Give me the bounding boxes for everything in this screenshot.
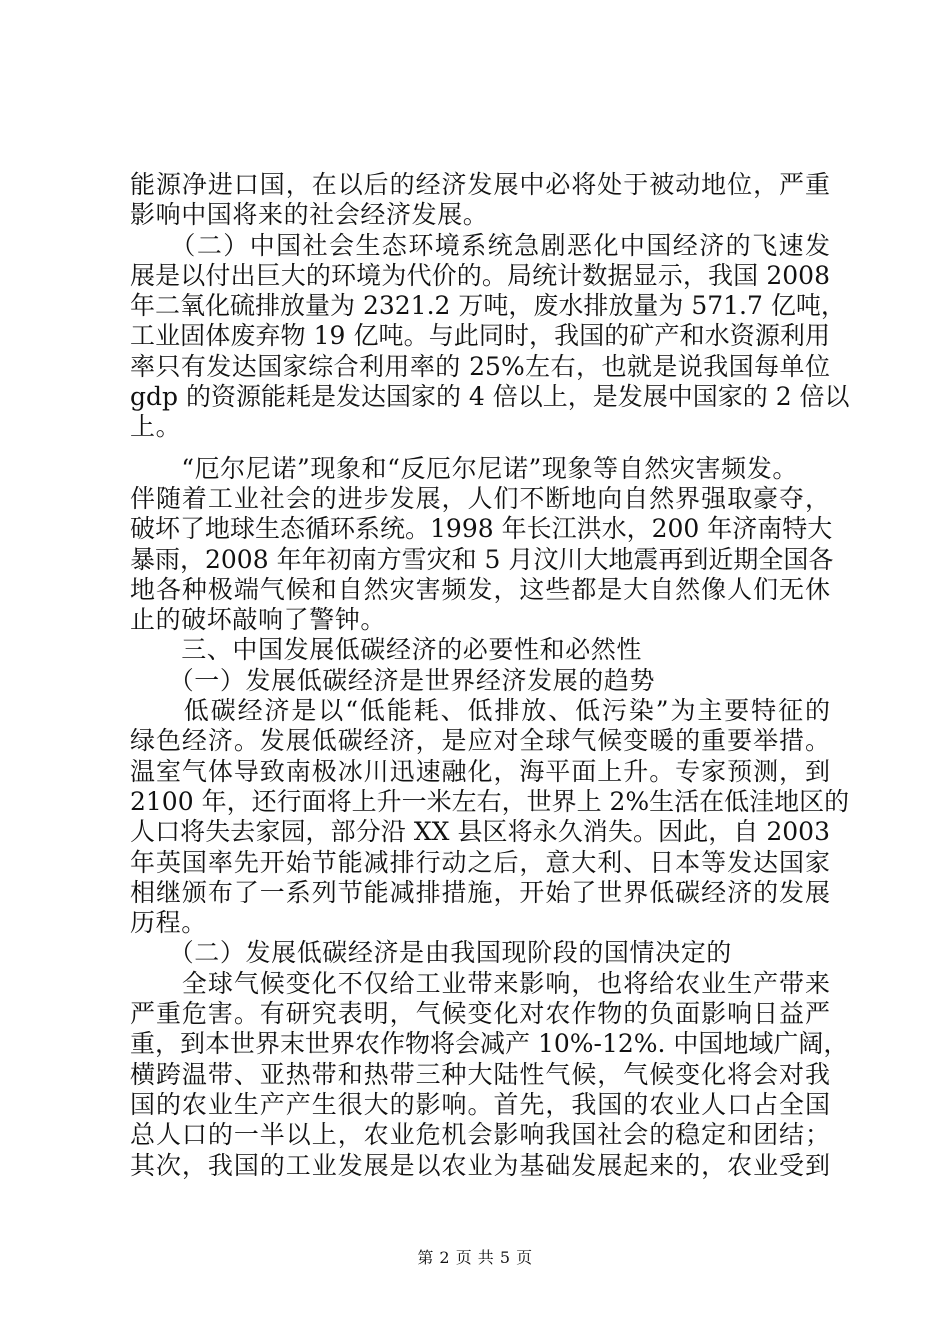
text-line: 年二氧化硫排放量为 2321.2 万吨，废水排放量为 571.7 亿吨，: [130, 291, 846, 321]
text-line: 国的农业生产产生很大的影响。首先，我国的农业人口占全国: [130, 1089, 830, 1119]
text-line: 低碳经济是以“低能耗、低排放、低污染”为主要特征的: [130, 696, 830, 726]
text-line: 上。: [130, 412, 182, 442]
text-line: 人口将失去家园，部分沿 XX 县区将永久消失。因此，自 2003: [130, 817, 830, 847]
subsection-heading: （二）发展低碳经济是由我国现阶段的国情决定的: [130, 938, 732, 968]
text-line: 绿色经济。发展低碳经济，是应对全球气候变暖的重要举措。: [130, 726, 830, 756]
subsection-heading: （一）发展低碳经济是世界经济发展的趋势: [130, 665, 656, 695]
text-line: 年英国率先开始节能减排行动之后，意大利、日本等发达国家: [130, 847, 830, 877]
text-line: 2100 年，还行面将上升一米左右，世界上 2%生活在低洼地区的: [130, 786, 850, 816]
text-line: 相继颁布了一系列节能减排措施，开始了世界低碳经济的发展: [130, 877, 830, 907]
text-line: “厄尔尼诺”现象和“反厄尔尼诺”现象等自然灾害频发。: [130, 453, 798, 483]
text-line: 暴雨，2008 年年初南方雪灾和 5 月汶川大地震再到近期全国各: [130, 544, 834, 574]
text-line: 工业固体废弃物 19 亿吨。与此同时，我国的矿产和水资源利用: [130, 321, 830, 351]
section-heading: 三、中国发展低碳经济的必要性和必然性: [130, 635, 643, 665]
text-line: gdp 的资源能耗是发达国家的 4 倍以上，是发展中国家的 2 倍以: [130, 382, 850, 412]
text-line: 温室气体导致南极冰川迅速融化，海平面上升。专家预测，到: [130, 756, 830, 786]
paragraph-gap: [130, 443, 830, 454]
text-line: （二）中国社会生态环境系统急剧恶化中国经济的飞速发: [130, 230, 830, 260]
body-text: [130, 170, 850, 1181]
text-line: 展是以付出巨大的环境为代价的。局统计数据显示，我国 2008: [130, 260, 830, 290]
text-line: 止的破坏敲响了警钟。: [130, 605, 387, 635]
text-line: 伴随着工业社会的进步发展，人们不断地向自然界强取豪夺，: [130, 483, 830, 513]
text-line: 率只有发达国家综合利用率的 25%左右，也就是说我国每单位: [130, 351, 830, 381]
text-line: 破坏了地球生态循环系统。1998 年长江洪水，200 年济南特大: [130, 514, 833, 544]
text-line: 横跨温带、亚热带和热带三种大陆性气候，气候变化将会对我: [130, 1059, 830, 1089]
text-line: 严重危害。有研究表明，气候变化对农作物的负面影响日益严: [130, 999, 830, 1029]
text-line: 能源净进口国，在以后的经济发展中必将处于被动地位，严重: [130, 170, 830, 199]
page-footer: 第 2 页 共 5 页: [417, 1248, 533, 1267]
text-line: 总人口的一半以上，农业危机会影响我国社会的稳定和团结；: [130, 1120, 830, 1150]
text-line: 重，到本世界末世界农作物将会减产 10%-12%. 中国地域广阔，: [130, 1029, 849, 1059]
text-line: 全球气候变化不仅给工业带来影响，也将给农业生产带来: [130, 968, 830, 998]
text-line: 地各种极端气候和自然灾害频发，这些都是大自然像人们无休: [130, 574, 830, 604]
text-line: 影响中国将来的社会经济发展。: [130, 200, 489, 230]
text-line: 历程。: [130, 908, 207, 938]
text-line: 其次，我国的工业发展是以农业为基础发展起来的，农业受到: [130, 1150, 830, 1180]
